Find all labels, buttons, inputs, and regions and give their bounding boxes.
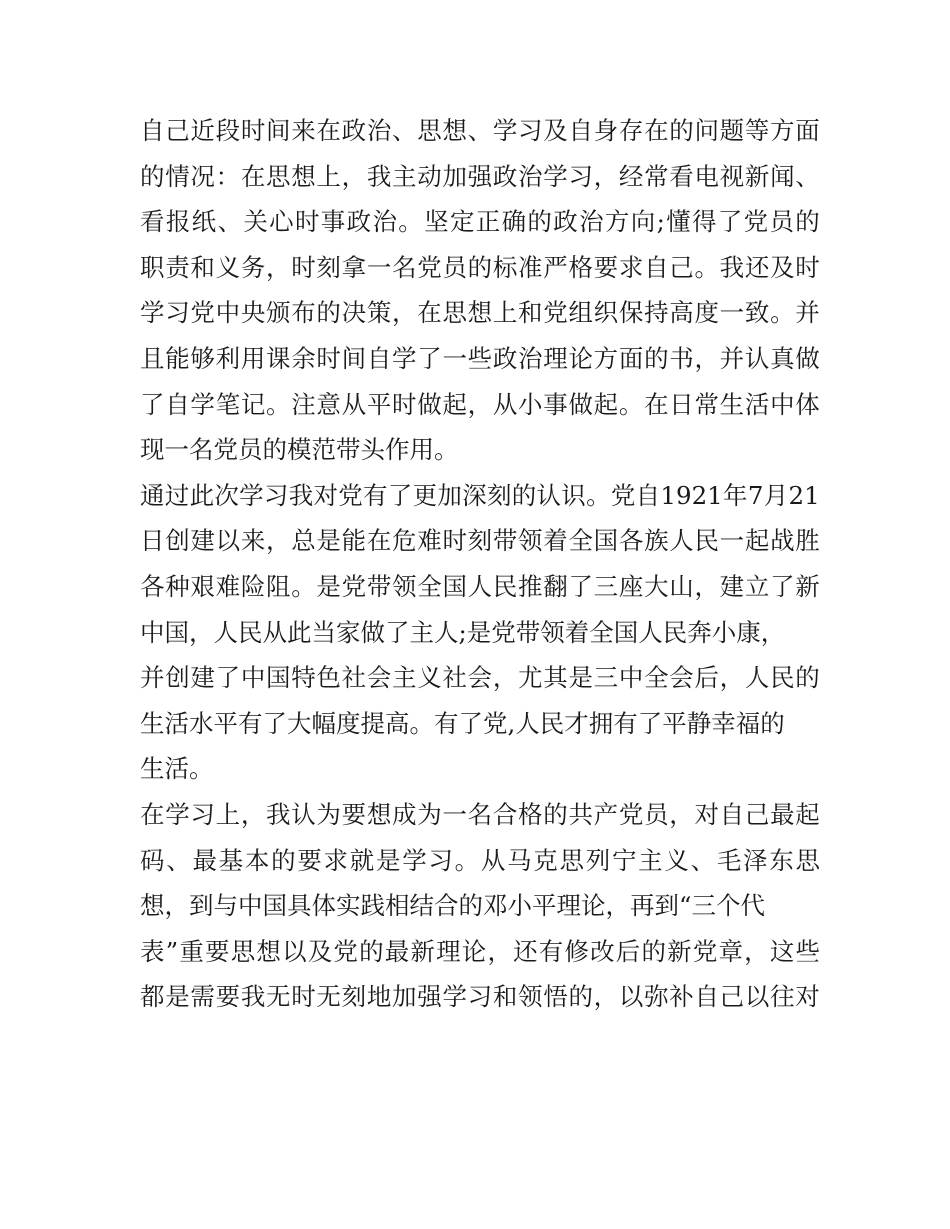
text-line: 想 ， 到 与 中 国 具 体 实 践 相 结 合 的 邓 小 平 理 论 ， 再 到 “ 三 个 代 [140, 891, 766, 921]
text-line: 了 自 学 笔 记 。 注 意 从 平 时 做 起 ， 从 小 事 做 起 。 在 日 常 生 活 中 体 [140, 389, 820, 419]
text-line: 并 创 建 了 中 国 特 色 社 会 主 义 社 会 ， 尤 其 是 三 中 全 会 后 ， 人 民 的 [140, 663, 820, 693]
text-line: 各 种 艰 难 险 阻 。 是 党 带 领 全 国 人 民 推 翻 了 三 座 大 山 ， 建 立 了 新 [140, 571, 820, 601]
text-line: 表 ” 重 要 思 想 以 及 党 的 最 新 理 论 ， 还 有 修 改 后 的 新 党 章 ， 这 些 [140, 936, 820, 966]
text-line: 的 情 况 ： 在 思 想 上 ， 我 主 动 加 强 政 治 学 习 ， 经 常 看 电 视 新 闻 、 [140, 161, 820, 191]
text-line: 现 一 名 党 员 的 模 范 带 头 作 用 。 [140, 435, 459, 465]
text-line: 中 国 ， 人 民 从 此 当 家 做 了 主 人 ; 是 党 带 领 着 全 国 人 民 奔 小 康 ， [140, 617, 786, 647]
text-line: 看 报 纸 、 关 心 时 事 政 治 。 坚 定 正 确 的 政 治 方 向 ; 懂 得 了 党 员 的 [140, 207, 820, 237]
text-line: 码 、 最 基 本 的 要 求 就 是 学 习 。 从 马 克 思 列 宁 主 义 、 毛 泽 东 思 [140, 845, 820, 875]
text-line: 自 己 近 段 时 间 来 在 政 治 、 思 想 、 学 习 及 自 身 存 在 的 问 题 等 方 面 [140, 116, 820, 145]
text-line: 日 创 建 以 来 ， 总 是 能 在 危 难 时 刻 带 领 着 全 国 各 族 人 民 一 起 战 胜 [140, 526, 820, 556]
text-line: 职 责 和 义 务 ， 时 刻 拿 一 名 党 员 的 标 准 严 格 要 求 自 己 。 我 还 及 时 [140, 252, 820, 282]
text-line: 在 学 习 上 ， 我 认 为 要 想 成 为 一 名 合 格 的 共 产 党 员 ， 对 自 己 最 起 [140, 799, 820, 829]
text-line: 学 习 党 中 央 颁 布 的 决 策 ， 在 思 想 上 和 党 组 织 保 持 高 度 一 致 。 并 [140, 298, 820, 328]
text-line: 生 活 。 [140, 754, 214, 784]
body-text [140, 108, 820, 1020]
text-line: 生 活 水 平 有 了 大 幅 度 提 高 。 有 了 党 , 人 民 才 拥 有 了 平 静 幸 福 的 [140, 708, 785, 738]
text-line: 通 过 此 次 学 习 我 对 党 有 了 更 加 深 刻 的 认 识 。 党 自 1921 年 7 月 21 [140, 480, 820, 510]
text-line: 且 能 够 利 用 课 余 时 间 自 学 了 一 些 政 治 理 论 方 面 的 书 ， 并 认 真 做 [140, 343, 820, 373]
text-line: 都 是 需 要 我 无 时 无 刻 地 加 强 学 习 和 领 悟 的 ， 以 弥 补 自 己 以 往 对 [140, 982, 820, 1012]
